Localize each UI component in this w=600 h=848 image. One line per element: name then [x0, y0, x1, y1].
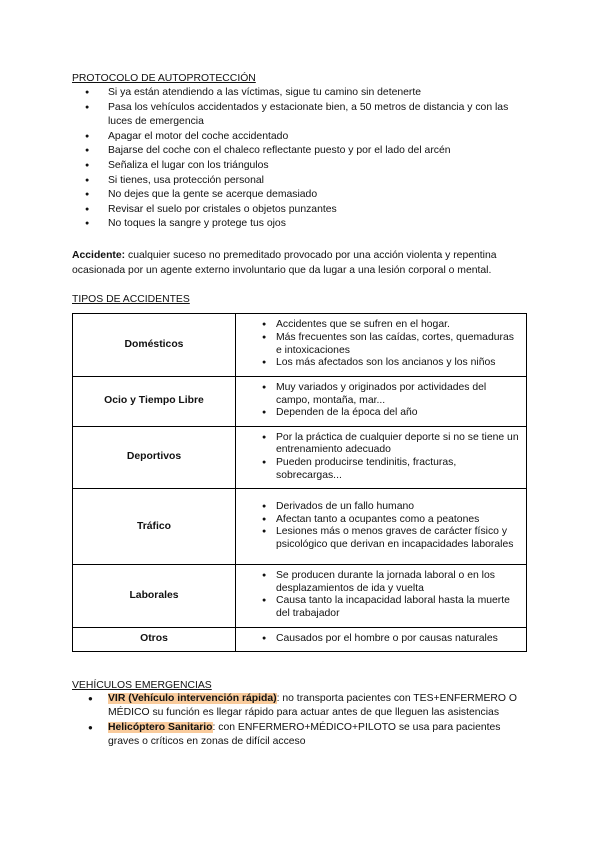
list-item: ● Afectan tanto a ocupantes como a peatones: [240, 514, 520, 527]
list-item: ● Derivados de un fallo humano: [240, 501, 520, 514]
description-cell: [236, 377, 527, 427]
protocol-list: [72, 86, 532, 232]
list-item: ● Si tienes, usa protección personal: [72, 174, 532, 189]
accident-definition: [72, 248, 534, 278]
vehicle-name-highlight: VIR (Vehículo intervención rápida): [108, 693, 277, 704]
accident-types-table: [72, 313, 527, 652]
category-cell: Ocio y Tiempo Libre: [73, 377, 236, 427]
definition-text: cualquier suceso no premeditado provocado por una acción violenta y repentina ocasionada por un agente externo involuntario que da lugar a una lesión corporal o mental.: [72, 250, 497, 276]
list-item: ● Dependen de la época del año: [240, 407, 520, 420]
list-item: ● Los más afectados son los ancianos y los niños: [240, 357, 520, 370]
category-cell: Tráfico: [73, 489, 236, 565]
table-row: [73, 489, 527, 565]
list-item: ● Por la práctica de cualquier deporte si no se tiene un entrenamiento adecuado: [240, 432, 520, 457]
list-item: ● Se producen durante la jornada laboral o en los desplazamientos de ida y vuelta: [240, 570, 520, 595]
list-item: ● Muy variados y originados por actividades del campo, montaña, mar...: [240, 382, 520, 407]
category-cell: Domésticos: [73, 314, 236, 377]
list-item: ● Causa tanto la incapacidad laboral hasta la muerte del trabajador: [240, 595, 520, 620]
vehicle-description: : con ENFERMERO+MÉDICO+PILOTO se usa para pacientes graves o críticos en zonas de difícil acceso: [108, 721, 501, 748]
description-cell: [236, 314, 527, 377]
definition-term: Accidente:: [72, 250, 126, 261]
list-item: ● Accidentes que se sufren en el hogar.: [240, 319, 520, 332]
list-item: ● Bajarse del coche con el chaleco reflectante puesto y por el lado del arcén: [72, 144, 532, 159]
table-row: [73, 426, 527, 488]
list-item: ● No toques la sangre y protege tus ojos: [72, 217, 532, 232]
list-item: ● Más frecuentes son las caídas, cortes, quemaduras e intoxicaciones: [240, 332, 520, 357]
table-row: [73, 627, 527, 652]
table-row: [73, 314, 527, 377]
vehicles-list: [72, 692, 532, 750]
vehicles-heading: VEHÍCULOS EMERGENCIAS: [72, 680, 212, 691]
list-item: [72, 721, 532, 750]
vehicle-name-highlight: Helicóptero Sanitario: [108, 721, 213, 733]
description-cell: [236, 565, 527, 627]
vehicle-description: : no transporta pacientes con TES+ENFERMERO O MÉDICO su función es llegar rápido para actuar antes de que lleguen las asistencias: [108, 693, 517, 719]
description-cell: [236, 426, 527, 488]
category-cell: Deportivos: [73, 426, 236, 488]
list-item: ● Lesiones más o menos graves de carácter físico y psicológico que derivan en incapacidades laborales: [240, 526, 520, 551]
list-item: ● Pueden producirse tendinitis, fracturas, sobrecargas...: [240, 457, 520, 482]
list-item: ● No dejes que la gente se acerque demasiado: [72, 188, 532, 203]
table-row: [73, 377, 527, 427]
list-item: ● Revisar el suelo por cristales o objetos punzantes: [72, 203, 532, 218]
category-cell: Otros: [73, 627, 236, 652]
list-item: ● Apagar el motor del coche accidentado: [72, 130, 532, 145]
list-item: ● Señaliza el lugar con los triángulos: [72, 159, 532, 174]
protocol-heading: PROTOCOLO DE AUTOPROTECCIÓN: [72, 73, 256, 84]
description-cell: [236, 489, 527, 565]
list-item: ● Si ya están atendiendo a las víctimas, sigue tu camino sin detenerte: [72, 86, 532, 101]
table-row: [73, 565, 527, 627]
description-cell: [236, 627, 527, 652]
list-item: [72, 692, 532, 721]
category-cell: Laborales: [73, 565, 236, 627]
list-item: ● Pasa los vehículos accidentados y estacionate bien, a 50 metros de distancia y con las luces de emergencia: [72, 101, 532, 130]
list-item: ● Causados por el hombre o por causas naturales: [240, 633, 520, 646]
types-heading: TIPOS DE ACCIDENTES: [72, 294, 190, 305]
